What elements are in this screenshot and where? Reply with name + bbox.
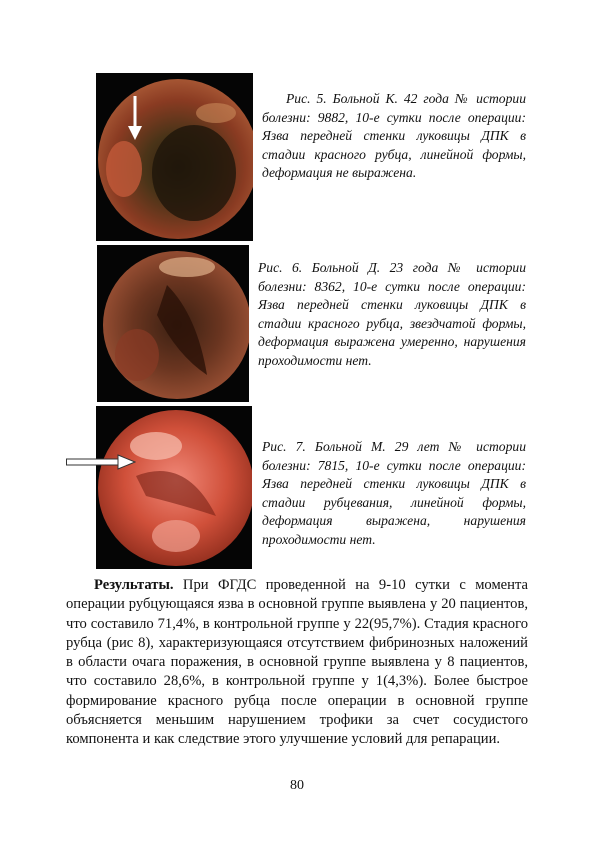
page-number: 80 (290, 778, 304, 793)
results-paragraph (66, 576, 528, 750)
figure-7-caption: Рис. 7. Больной М. 29 лет № истории болезни: 7815, 10-е сутки после операции: Язва передней стенки луковицы ДПК в стадии рубцевания, линейной формы, деформация выражена, нарушения проходимости нет. (262, 439, 526, 547)
results-text: При ФГДС проведенной на 9-10 сутки с момента операции рубцующаяся язва в основной группе выявлена у 20 пациентов, что составило 71,4%, в контрольной группе у 22(95,7%). Стадия красного рубца (рис 8), характеризующаяся отсутствием фибринозных наложений в области очага поражения, в основной группе выявлена у 8 пациентов, что составило 28,6%, в контрольной группе у 1(4,3%). Более быстрое формирование красного рубца после операции в основной группе объясняется меньшим нарушением трофики за счет сосудистого компонента и как следствие этого улучшение условий для репарации. (66, 577, 528, 748)
figure-5-image (96, 73, 253, 241)
figure-7-image (96, 406, 252, 569)
figure-5-caption: Рис. 5. Больной К. 42 года № истории болезни: 9882, 10-е сутки после операции: Язва передней стенки луковицы ДПК в стадии красного рубца, линейной формы, деформация не выражена. (262, 91, 526, 181)
figure-6-caption: Рис. 6. Больной Д. 23 года № истории болезни: 8362, 10-е сутки после операции: Язва передней стенки луковицы ДПК в стадии красного рубца, звездчатой формы, деформация выражена умеренно, нарушения проходимости нет. (258, 260, 526, 368)
figure-6-image (97, 245, 249, 402)
arrow-pointer-icon (128, 96, 142, 140)
arrow-pointer-icon (66, 454, 136, 470)
results-heading: Результаты. (94, 577, 174, 593)
